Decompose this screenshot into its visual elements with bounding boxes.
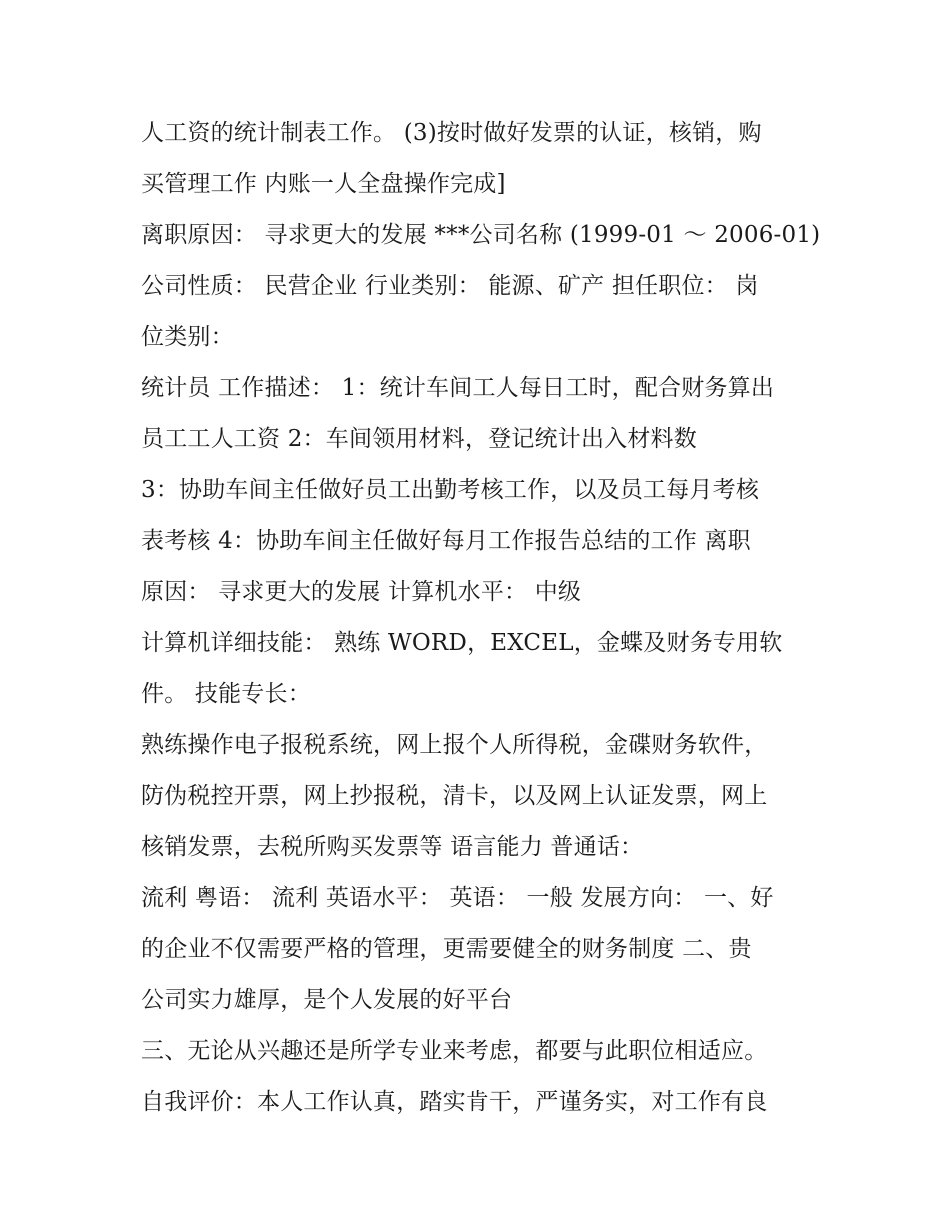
- text-line: 公司实力雄厚，是个人发展的好平台: [141, 987, 513, 1013]
- text-line: 三、无论从兴趣还是所学专业来考虑，都要与此职位相适应。: [141, 1038, 768, 1064]
- text-line: 流利 粤语： 流利 英语水平： 英语： 一般 发展方向： 一、好: [141, 885, 774, 911]
- text-line: 件。 技能专长：: [141, 681, 311, 707]
- text-line: 买管理工作 内账一人全盘操作完成]: [141, 171, 506, 197]
- text-line: 3：协助车间主任做好员工出勤考核工作，以及员工每月考核: [141, 477, 760, 503]
- text-line: 自我评价：本人工作认真，踏实肯干，严谨务实，对工作有良: [141, 1089, 768, 1115]
- text-line: 防伪税控开票，网上抄报税，清卡，以及网上认证发票，网上: [141, 783, 768, 809]
- text-line: 熟练操作电子报税系统，网上报个人所得税，金碟财务软件，: [141, 732, 768, 758]
- text-line: 公司性质： 民营企业 行业类别： 能源、矿产 担任职位： 岗: [141, 273, 759, 299]
- text-line: 原因： 寻求更大的发展 计算机水平： 中级: [141, 579, 582, 605]
- text-line: 核销发票，去税所购买发票等 语言能力 普通话：: [141, 834, 644, 860]
- text-line: 位类别：: [141, 324, 234, 350]
- text-line: 人工资的统计制表工作。 (3)按时做好发票的认证，核销，购: [141, 120, 762, 146]
- text-line: 统计员 工作描述： 1：统计车间工人每日工时，配合财务算出: [141, 375, 775, 401]
- text-line: 的企业不仅需要严格的管理，更需要健全的财务制度 二、贵: [141, 936, 752, 962]
- document-body: [141, 108, 821, 1128]
- text-line: 员工工人工资 2：车间领用材料，登记统计出入材料数: [141, 426, 697, 452]
- text-line: 计算机详细技能： 熟练 WORD，EXCEL，金蝶及财务专用软: [141, 630, 783, 656]
- text-line: 离职原因： 寻求更大的发展 ***公司名称 (1999-01 ～ 2006-01): [141, 222, 821, 248]
- text-line: 表考核 4：协助车间主任做好每月工作报告总结的工作 离职: [141, 528, 751, 554]
